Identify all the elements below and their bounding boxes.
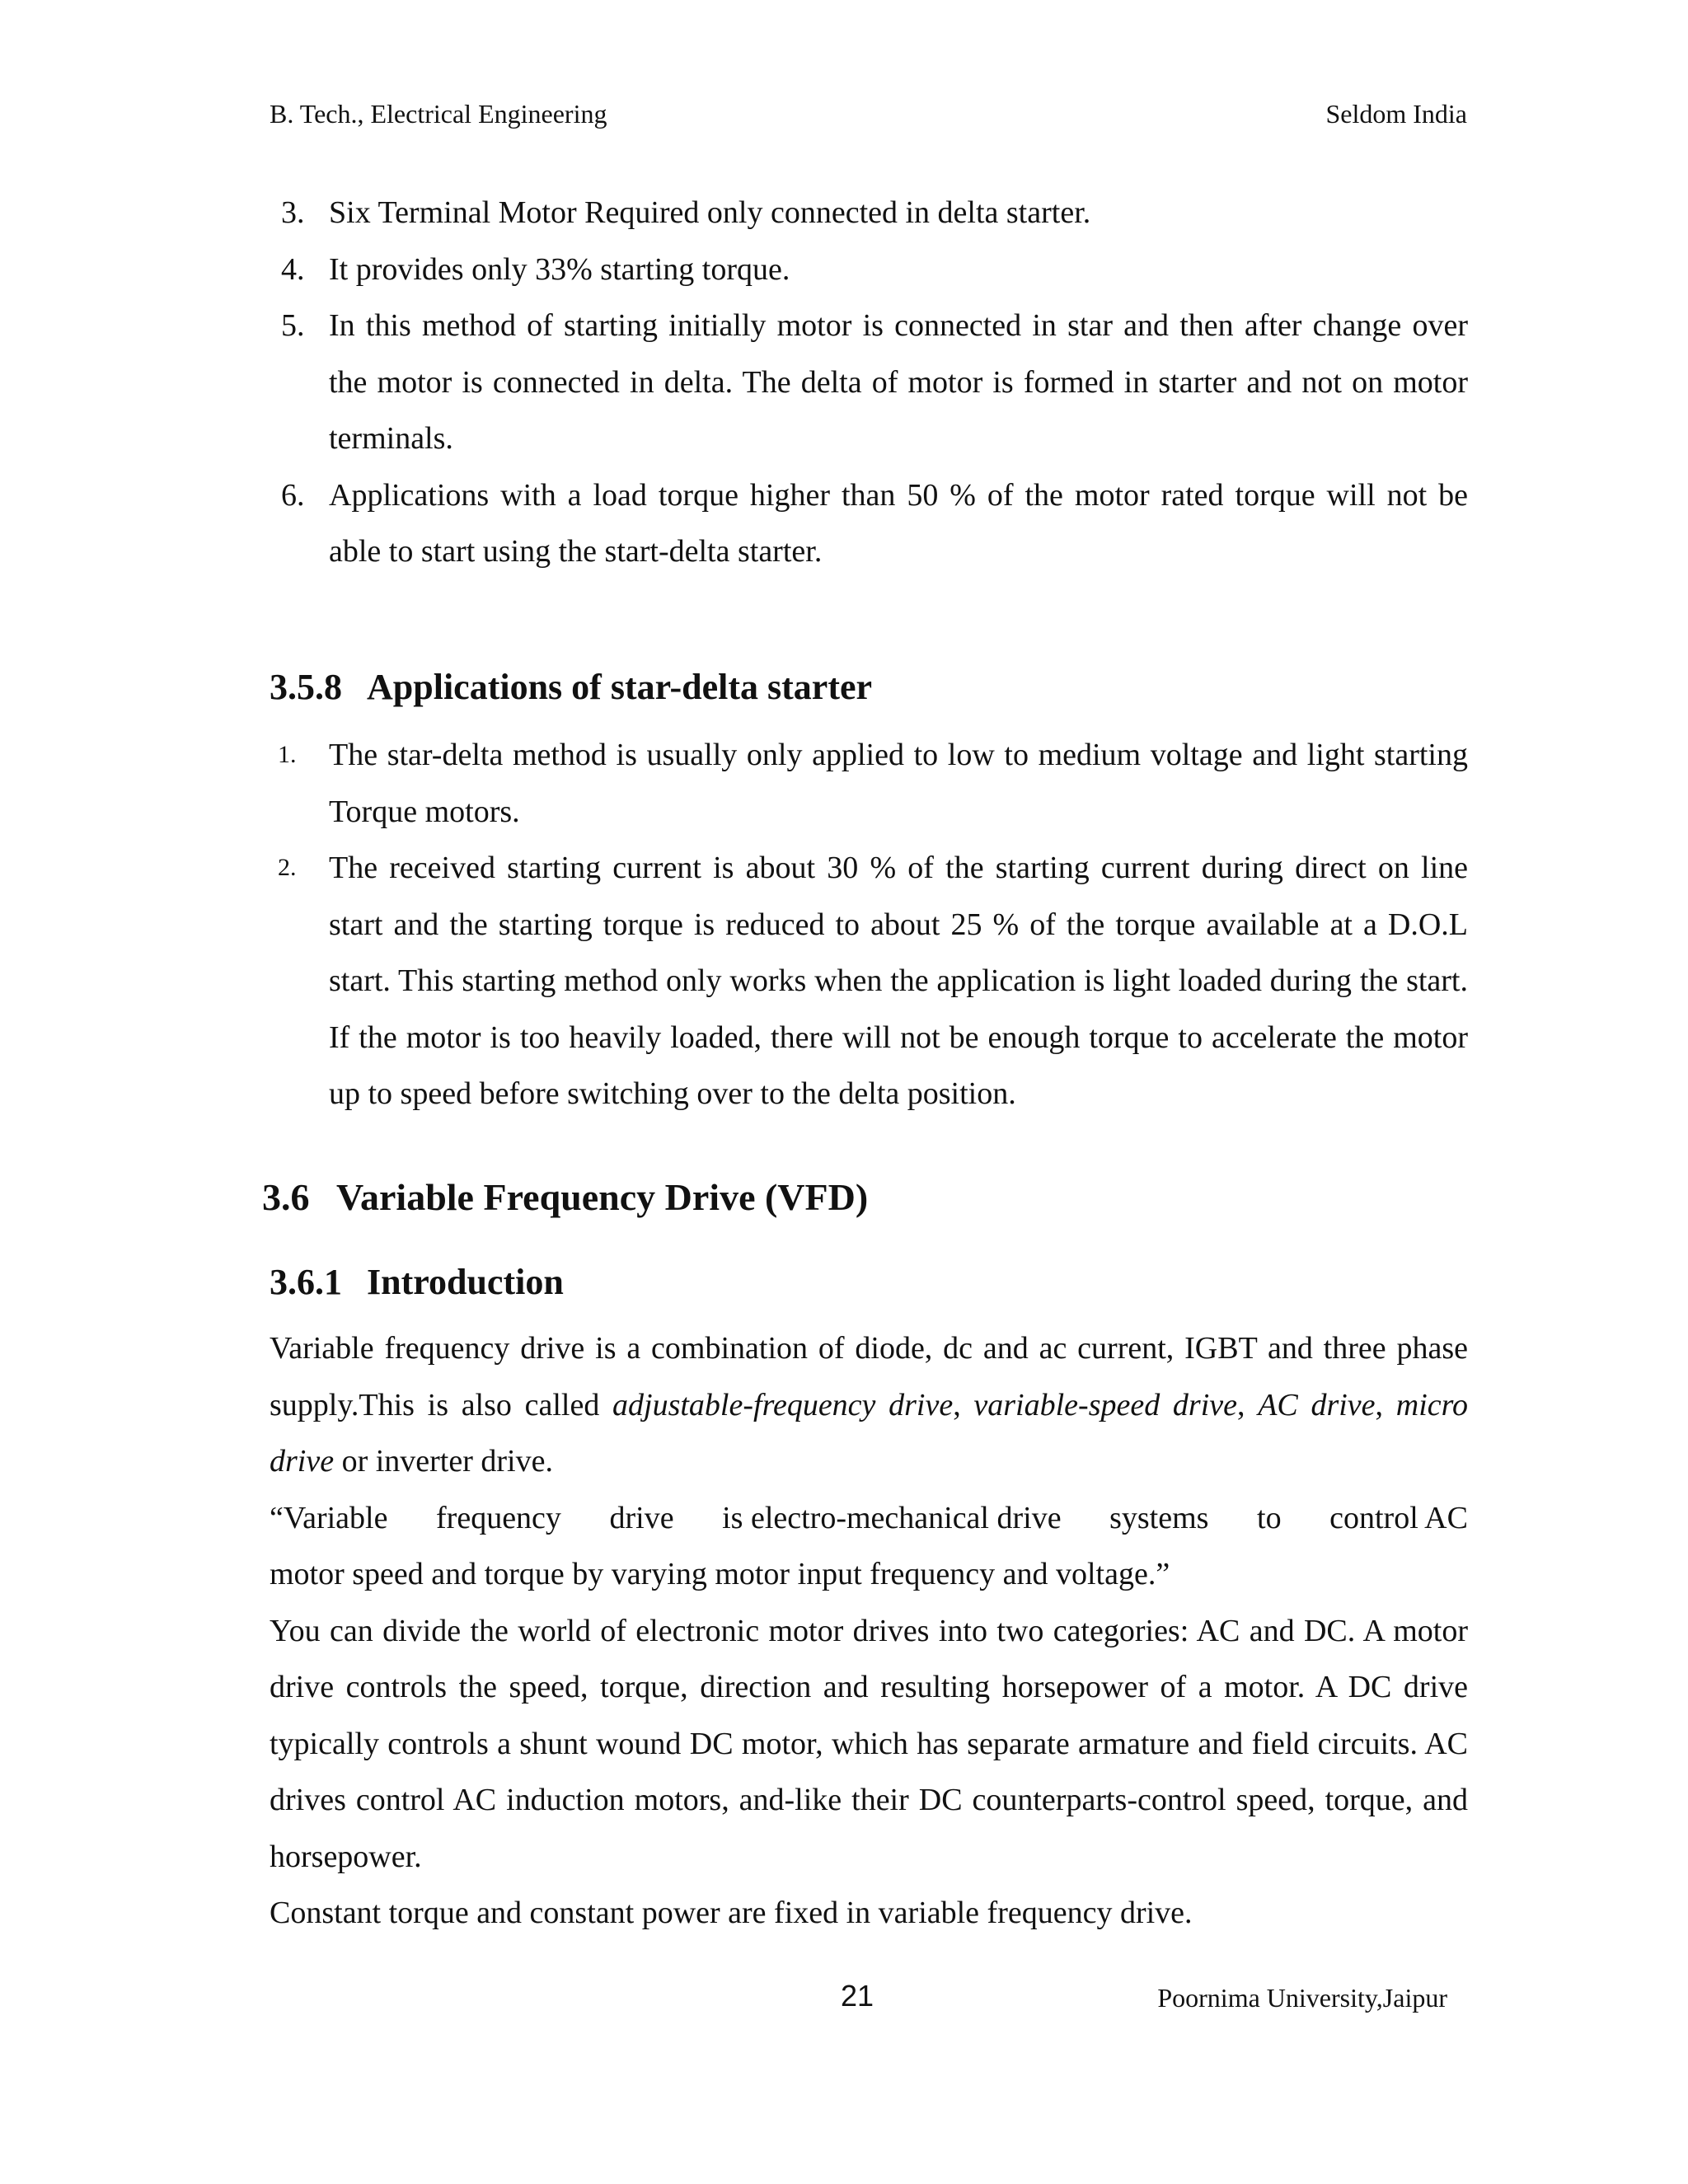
section-heading-3-6 bbox=[262, 1174, 868, 1221]
applications-list bbox=[270, 727, 1468, 1122]
italic-term: variable-speed drive bbox=[973, 1387, 1237, 1422]
quote-word: is electro-mechanical drive bbox=[722, 1500, 1062, 1535]
intro-paragraph-constant: Constant torque and constant power are fixed in variable frequency drive. bbox=[270, 1896, 1193, 1930]
disadvantages-list bbox=[270, 185, 1468, 580]
list-item bbox=[270, 298, 1468, 467]
list-item-number: 4. bbox=[281, 251, 305, 287]
list-item-number: 5. bbox=[281, 308, 305, 343]
section-heading-3-5-8 bbox=[270, 664, 872, 710]
text-run: , bbox=[1237, 1387, 1259, 1422]
section-number: 3.6 bbox=[262, 1176, 310, 1218]
list-item-text: Applications with a load torque higher than 50 % of the motor rated torque will not be able to start using the start-delta starter. bbox=[329, 477, 1468, 569]
list-item bbox=[270, 241, 1468, 298]
list-item bbox=[270, 840, 1468, 1122]
header-publisher: Seldom India bbox=[1325, 99, 1467, 129]
italic-term: AC drive bbox=[1258, 1387, 1376, 1422]
quote-word: drive bbox=[609, 1500, 674, 1535]
text-run: , bbox=[953, 1387, 974, 1422]
intro-paragraph-categories: You can divide the world of electronic motor drives into two categories: AC and DC. A motor drive controls the speed, torque, direction and resulting horsepower of a motor. A DC drive typically controls a shunt wound DC motor, which has separate armature and field circuits. AC drives control AC induction motors, and-like their DC counterparts-control speed, torque, and horsepower. bbox=[270, 1613, 1468, 1874]
list-item-text: Six Terminal Motor Required only connected in delta starter. bbox=[329, 195, 1091, 230]
list-item bbox=[270, 727, 1468, 840]
list-item-text: In this method of starting initially motor is connected in star and then after change over the motor is connected in delta. The delta of motor is formed in starter and not on motor terminals. bbox=[329, 308, 1468, 456]
list-item bbox=[270, 185, 1468, 241]
quote-word: frequency bbox=[436, 1500, 561, 1535]
quote-second-line: motor speed and torque by varying motor input frequency and voltage.” bbox=[270, 1557, 1170, 1591]
intro-paragraph-definition bbox=[270, 1320, 1468, 1490]
footer-institution: Poornima University,Jaipur bbox=[1157, 1983, 1447, 2013]
section-number: 3.6.1 bbox=[270, 1262, 342, 1302]
quote-word: control AC bbox=[1329, 1500, 1468, 1535]
introduction-body bbox=[270, 1320, 1468, 1942]
list-item-text: The received starting current is about 30 % of the starting current during direct on line start and the starting torque is reduced to about 25 % of the torque available at a D.O.L start. This starting method only works when the application is light loaded during the start. If the motor is too heavily loaded, there will not be enough torque to accelerate the motor up to speed before switching over to the delta position. bbox=[329, 851, 1468, 1111]
list-item-number: 2. bbox=[278, 854, 297, 881]
list-item bbox=[270, 467, 1468, 580]
list-item-text: It provides only 33% starting torque. bbox=[329, 251, 790, 287]
text-run: or inverter drive. bbox=[334, 1444, 553, 1479]
quote-word: “Variable bbox=[270, 1500, 388, 1535]
page-number: 21 bbox=[841, 1979, 874, 2013]
section-title: Introduction bbox=[367, 1262, 564, 1302]
section-heading-3-6-1 bbox=[270, 1259, 564, 1305]
list-item-number: 3. bbox=[281, 195, 305, 230]
section-number: 3.5.8 bbox=[270, 667, 342, 707]
quote-word: to bbox=[1257, 1500, 1282, 1535]
section-title: Applications of star-delta starter bbox=[367, 667, 873, 707]
quote-word: systems bbox=[1109, 1500, 1209, 1535]
italic-term: adjustable-frequency drive bbox=[612, 1387, 954, 1422]
section-title: Variable Frequency Drive (VFD) bbox=[336, 1176, 869, 1218]
list-item-number: 1. bbox=[278, 741, 297, 768]
quote-first-line bbox=[270, 1490, 1468, 1547]
list-item-number: 6. bbox=[281, 477, 305, 513]
text-run: , bbox=[1375, 1387, 1396, 1422]
italic-term: micro drive bbox=[270, 1387, 1468, 1479]
header-course: B. Tech., Electrical Engineering bbox=[270, 99, 607, 129]
text-run: Variable frequency drive is a combination of diode, dc and ac current, IGBT and three phase supply.This is also called bbox=[270, 1331, 1468, 1422]
list-item-text: The star-delta method is usually only applied to low to medium voltage and light starting Torque motors. bbox=[329, 738, 1468, 829]
